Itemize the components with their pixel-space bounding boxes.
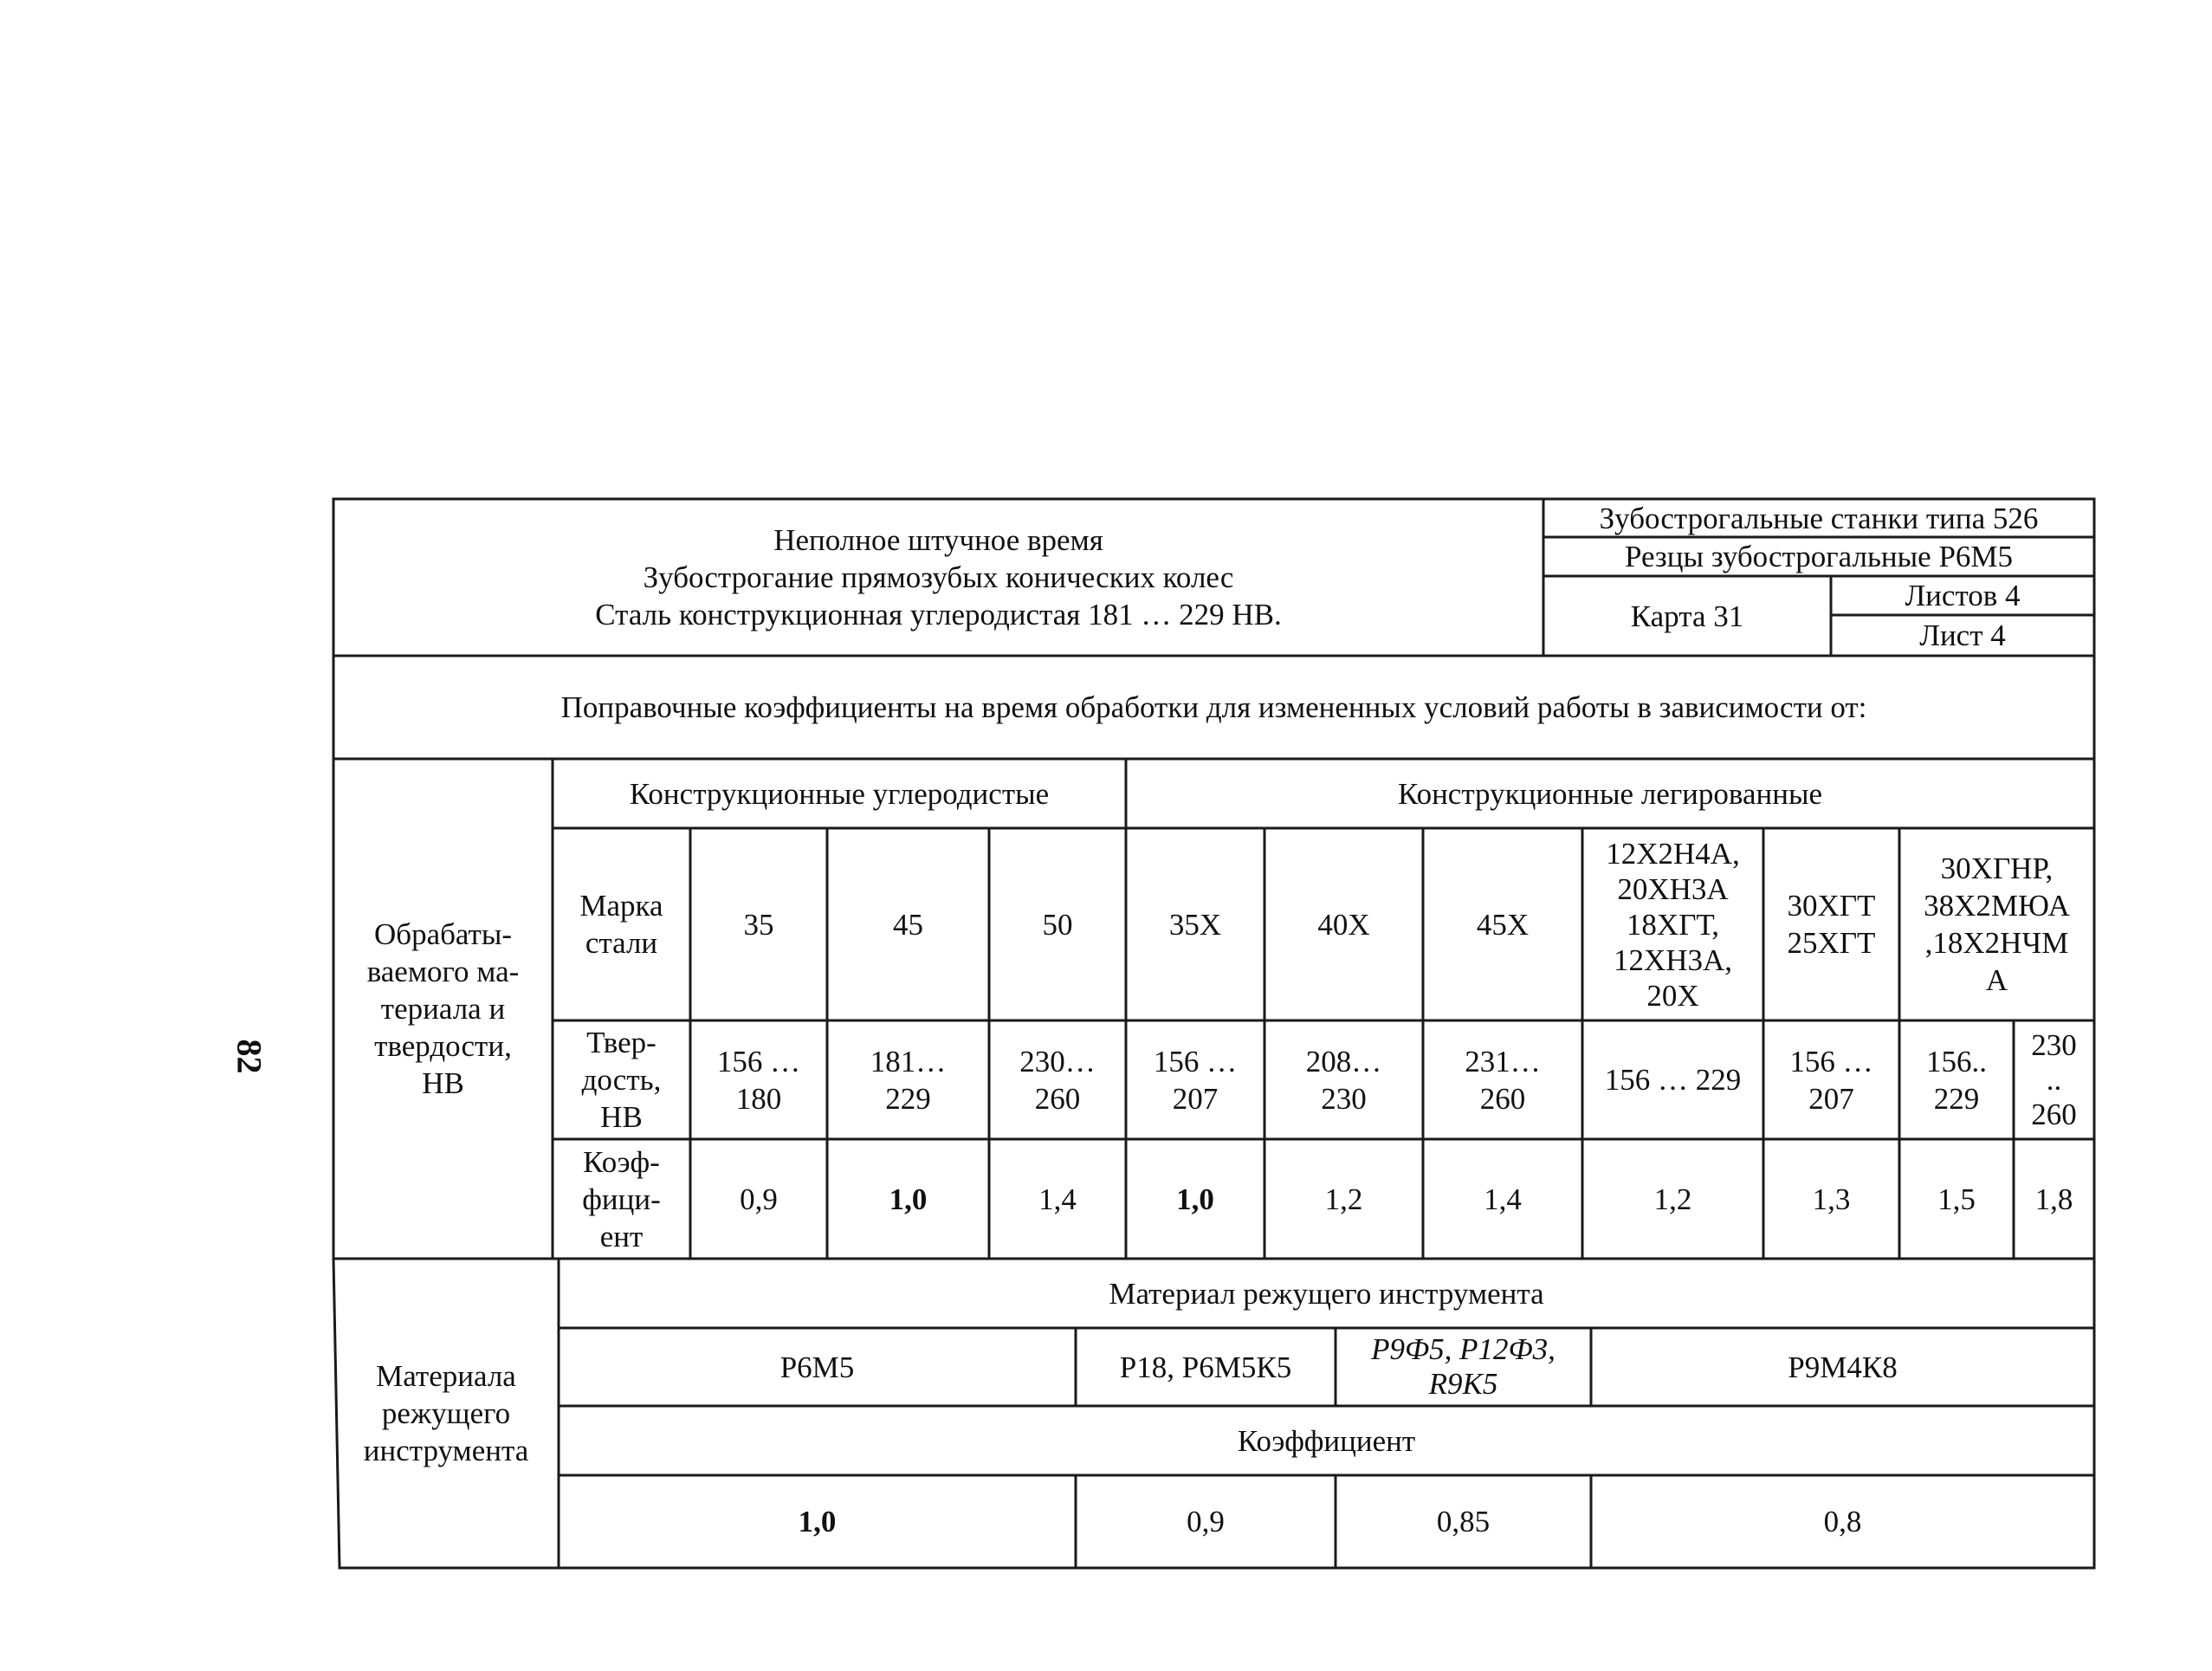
coef-cell: 1,2 [1653,1182,1692,1216]
tool-coef-header: Коэффициент [1237,1423,1416,1458]
coef-cell: 1,4 [1484,1182,1522,1216]
tool-coef-cell: 0,9 [1187,1505,1225,1538]
header-title: Неполное штучное время Зубострогание прямозубых конических колес Сталь конструкционная углеродистая 181 … 229 НВ. [595,523,1282,631]
coef-label: Коэф- фици- ент [582,1144,661,1253]
grade-cell: 50 [1042,907,1073,942]
hardness-label: Твер- дость, НВ [581,1026,662,1134]
tool-coef-cell: 0,8 [1823,1505,1862,1538]
hardness-cell: 156 … 207 [1789,1044,1873,1116]
grade-cell: 35Х [1168,907,1222,942]
tool-header: Материал режущего инструмента [1109,1276,1544,1311]
hardness-cell: 208… 230 [1305,1044,1382,1116]
coef-cell: 1,0 [1176,1182,1214,1216]
coef-cell: 1,5 [1937,1182,1976,1216]
sheets-total: Листов 4 [1905,579,2021,612]
material-row-label: Обрабаты- ваемого ма- териала и твердости, НВ [366,917,520,1100]
group-carbon: Конструкционные углеродистые [629,776,1050,811]
hardness-cell: 181… 229 [870,1044,947,1116]
grade-cell: 12Х2Н4А, 20ХН3А 18ХГТ, 12ХН3А, 20Х [1606,836,1740,1013]
grade-label: Марка стали [579,889,663,960]
tool-material-cell: Р9Ф5, Р12Ф3, R9K5 [1371,1332,1556,1401]
grade-cell: 30ХГНР, 38Х2МЮА ,18Х2НЧМ А [1924,852,2070,997]
grade-cell: 40Х [1317,907,1370,942]
coef-cell: 0,9 [740,1182,778,1216]
tool-material-cell: Р18, Р6М5К5 [1119,1350,1292,1384]
tool-row-label: Материала режущего инструмента [363,1359,529,1467]
grade-cell: 35 [743,907,774,942]
card-number: Карта 31 [1630,599,1744,633]
coef-cell: 1,3 [1812,1182,1851,1216]
coef-cell: 1,0 [889,1182,928,1216]
hardness-cell: 231… 260 [1465,1044,1541,1116]
grade-cell: 45Х [1476,907,1530,942]
tool-type: Резцы зубострогальные Р6М5 [1624,540,2014,573]
hardness-cell: 156 … 229 [1604,1063,1742,1097]
tool-coef-cell: 1,0 [798,1505,837,1538]
hardness-cell: 230 .. 260 [2031,1027,2077,1131]
coef-cell: 1,2 [1324,1182,1363,1216]
sheet-number: Лист 4 [1919,619,2006,652]
hardness-cell: 156 … 180 [716,1044,801,1116]
tool-material-cell: Р6М5 [779,1350,855,1384]
coef-cell: 1,8 [2034,1182,2073,1216]
page-number: 82 [230,1039,269,1074]
hardness-cell: 156.. 229 [1926,1044,1987,1116]
grade-cell: 30ХГТ 25ХГТ [1787,889,1876,960]
grade-cell: 45 [893,907,923,942]
tool-material-cell: Р9М4К8 [1788,1350,1898,1384]
tool-coef-cell: 0,85 [1436,1505,1491,1538]
hardness-cell: 156 … 207 [1153,1044,1238,1116]
hardness-cell: 230… 260 [1019,1044,1096,1116]
group-alloy: Конструкционные легированные [1397,776,1823,811]
table-caption: Поправочные коэффициенты на время обработки для измененных условий работы в зависимости от: [560,690,1867,724]
coef-cell: 1,4 [1038,1182,1077,1216]
machine-type: Зубострогальные станки типа 526 [1599,501,2039,535]
